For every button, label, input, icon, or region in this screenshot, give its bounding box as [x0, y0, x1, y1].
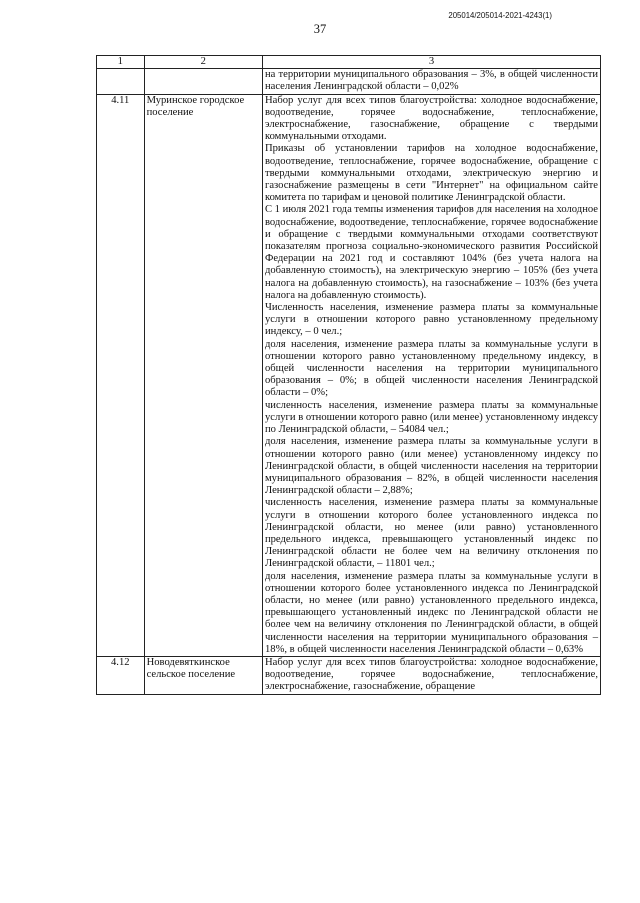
tariff-table — [96, 55, 601, 695]
row-description — [262, 656, 600, 694]
row-municipality: Новодевяткинское сельское поселение — [144, 656, 262, 694]
page-number: 37 — [313, 22, 327, 36]
paragraph: Численность населения, изменение размера платы за коммунальные услуги в отношении которого равно установленному предельному индексу, – 0 чел.; — [264, 302, 598, 338]
row-description — [262, 94, 600, 656]
paragraph: доля населения, изменение размера платы за коммунальные услуги в отношении которого равно установленному предельному индексу, в общей численности населения на территории муниципального образования – 0%; в общей численности населения Ленинградской области – 0%; — [264, 338, 598, 399]
table-row-continuation — [97, 69, 601, 94]
column-header-2: 2 — [144, 56, 262, 69]
row-number: 4.11 — [97, 94, 145, 656]
table-row-4-11 — [97, 94, 601, 656]
paragraph: Набор услуг для всех типов благоустройства: холодное водоснабжение, водоотведение, горячее водоснабжение, теплоснабжение, электроснабжение, газоснабжение, обращение — [264, 656, 598, 693]
paragraph: Приказы об установлении тарифов на холодное водоснабжение, водоотведение, теплоснабжение, горячее водоснабжение, обращение с твердыми коммунальными отходами, электрическую энергию и газоснабжение размещены в сети "Интернет" на официальном сайте комитета по тарифам и ценовой политике Ленинградской области. — [264, 143, 598, 204]
row-number: 4.12 — [97, 656, 145, 694]
column-header-3: 3 — [262, 56, 600, 69]
row-municipality: Муринское городское поселение — [144, 94, 262, 656]
document-id: 205014/205014-2021-4243(1) — [448, 11, 552, 20]
paragraph: численность населения, изменение размера платы за коммунальные услуги в отношении которого равно (или менее) установленному индексу по Ленинградской области, – 54084 чел.; — [264, 399, 598, 436]
row-number — [97, 69, 145, 94]
paragraph: доля населения, изменение размера платы за коммунальные услуги в отношении которого более установленного индекса по Ленинградской области, но менее (или равно) установленного предельного индекса, превышающего установленный индекс по Ленинградской области не более чем на величину отклонения по Ленинградской области, в общей численности населения на территории муниципального образования – 18%, в общей численности населения Ленинградской области – 0,63% — [264, 570, 598, 655]
paragraph: численность населения, изменение размера платы за коммунальные услуги в отношении которого более установленного индекса по Ленинградской области, но менее (или равно) установленного предельного индекса, превышающего установленный индекс по Ленинградской области не более чем на величину отклонения по Ленинградской области, – 11801 чел.; — [264, 497, 598, 570]
table-header-row — [97, 56, 601, 69]
row-municipality — [144, 69, 262, 94]
paragraph: Набор услуг для всех типов благоустройства: холодное водоснабжение, водоотведение, горячее водоснабжение, теплоснабжение, электроснабжение, газоснабжение, обращение с твердыми коммунальными отходами. — [264, 94, 598, 143]
row-description — [262, 69, 600, 94]
paragraph: на территории муниципального образования – 3%, в общей численности населения Ленинградской области – 0,02% — [264, 69, 598, 93]
paragraph: С 1 июля 2021 года темпы изменения тарифов для населения на холодное водоснабжение, водоотведение, теплоснабжение, горячее водоснабжение и обращение с твердыми коммунальными отходами соответствуют показателям прогноза социально-экономического развития Российской Федерации на 2021 год и составляют 104% (без учета налога на добавленную стоимость), на электрическую энергию – 105% (без учета налога на добавленную стоимость), на газоснабжение – 103% (без учета налога на добавленную стоимость). — [264, 204, 598, 301]
column-header-1: 1 — [97, 56, 145, 69]
table-row-4-12 — [97, 656, 601, 694]
paragraph: доля населения, изменение размера платы за коммунальные услуги в отношении которого равно (или менее) установленному индексу по Ленинградской области, в общей численности населения на территории муниципального образования – 82%, в общей численности населения Ленинградской области – 2,88%; — [264, 436, 598, 497]
